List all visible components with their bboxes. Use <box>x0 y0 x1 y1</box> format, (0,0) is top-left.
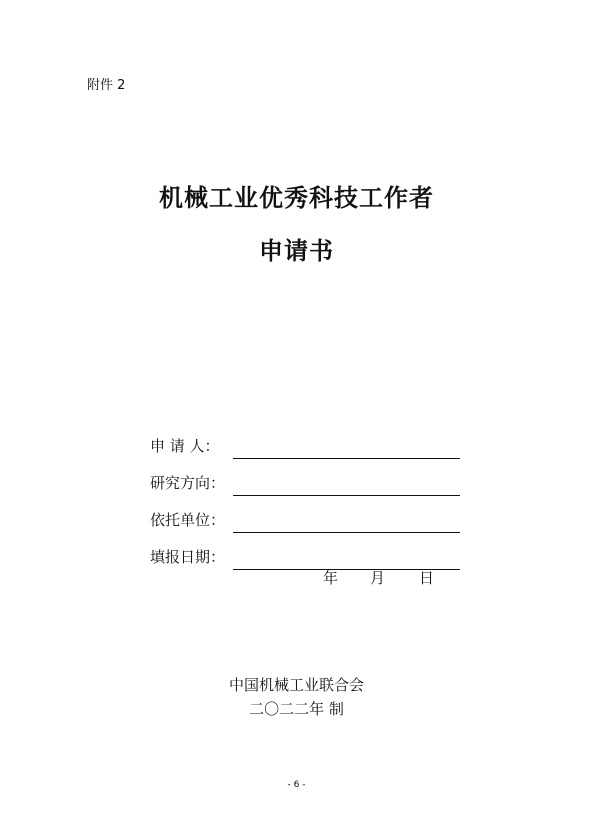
document-title: 机械工业优秀科技工作者 <box>159 184 434 212</box>
month-label: 月 <box>370 569 386 587</box>
applicant-field[interactable] <box>233 438 460 459</box>
day-label: 日 <box>419 569 435 587</box>
unit-label: 依托单位： <box>150 511 226 529</box>
applicant-label: 申 请 人： <box>150 437 220 455</box>
organization-name: 中国机械工业联合会 <box>228 676 364 694</box>
applicant-row <box>150 433 460 459</box>
unit-row <box>150 507 460 533</box>
unit-field[interactable] <box>233 512 460 533</box>
date-row <box>150 544 460 587</box>
made-by-line: 二〇二二年 制 <box>249 700 344 718</box>
direction-field[interactable] <box>233 475 460 496</box>
direction-row <box>150 470 460 496</box>
attachment-label: 附件 2 <box>87 78 126 93</box>
year-label: 年 <box>323 569 339 587</box>
date-label: 填报日期： <box>150 548 226 566</box>
page-number: - 6 - <box>287 780 306 790</box>
document-subtitle: 申请书 <box>259 237 334 265</box>
direction-label: 研究方向： <box>150 474 226 492</box>
